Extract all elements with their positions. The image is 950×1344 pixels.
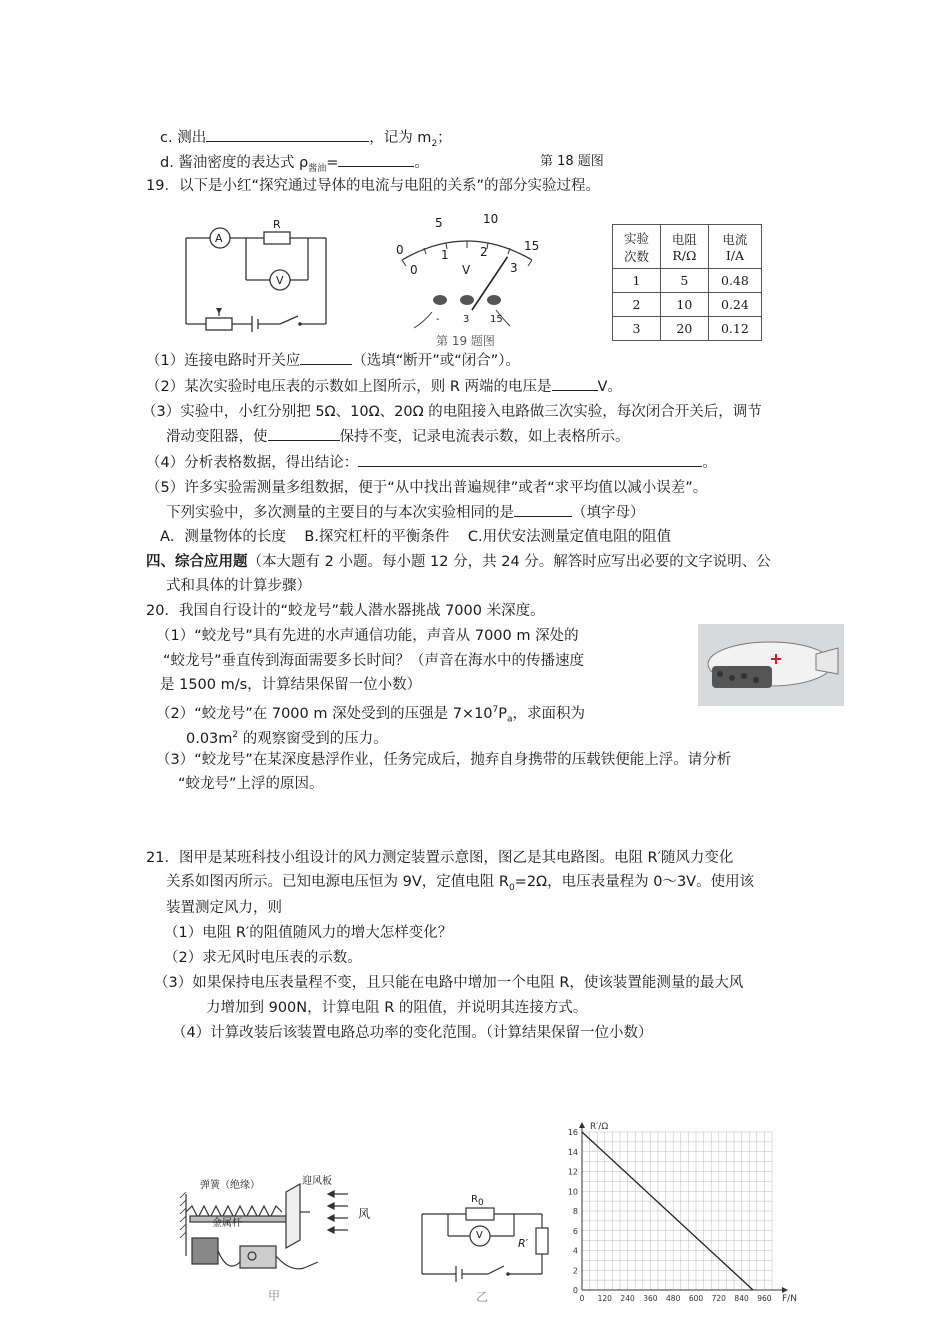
q19-terminal-15: 15 — [490, 314, 503, 325]
q19-p2-text: （2）某次实验时电压表的示数如上图所示，则 R 两端的电压是 — [146, 379, 552, 395]
fig-jia-label: 甲 — [268, 1289, 281, 1303]
q19-p2-blank[interactable] — [552, 376, 598, 391]
q20-p2a-tail: ，求面积为 — [512, 705, 586, 722]
chart-x-tick-label: 600 — [688, 1294, 704, 1303]
q21-l1: 21．图甲是某班科技小组设计的风力测定装置示意图，图乙是其电路图。电阻 R′随风力变化 — [146, 850, 734, 866]
chart-x-tick-label: 120 — [597, 1294, 612, 1303]
section4-desc2: 式和具体的计算步骤） — [166, 578, 311, 594]
q21-p2: （2）求无风时电压表的示数。 — [164, 950, 362, 966]
q19-p4 — [146, 452, 717, 473]
fig-jia-plate-label: 迎风板 — [302, 1176, 332, 1187]
chart-y-arrow — [579, 1122, 585, 1128]
table-cell: 10 — [660, 293, 708, 317]
q21-p1: （1）电阻 R′的阻值随风力的增大怎样变化？ — [164, 925, 453, 941]
q18-line-d — [160, 152, 429, 179]
q20-p2b-tail: 的观察窗受到的压力。 — [238, 730, 388, 747]
q18-d-end: 。 — [414, 155, 429, 171]
q18-c-end: ； — [437, 130, 452, 146]
q18-c-text: c. 测出 — [160, 130, 207, 146]
q18-fig-label: 第 18 题图 — [540, 154, 604, 169]
table-row — [613, 269, 762, 293]
q19-p1 — [146, 350, 520, 371]
table-cell: 3 — [613, 317, 661, 341]
q18-d-eq: = — [326, 155, 339, 171]
chart-x-tick-label: 0 — [579, 1294, 585, 1303]
table-cell: 0.48 — [708, 269, 761, 293]
q20-p3b: “蛟龙号”上浮的原因。 — [178, 776, 324, 792]
chart-x-tick-label: 360 — [643, 1294, 658, 1303]
chart-x-tick-label: 480 — [666, 1294, 681, 1303]
q20-p2b-text: 0.03m — [186, 730, 233, 747]
q21-p3b: 力增加到 900N，计算电阻 R 的阻值，并说明其连接方式。 — [206, 1000, 588, 1016]
q19-p5a: （5）许多实验需测量多组数据，便于“从中找出普遍规律”或者“求平均值以减小误差”。 — [146, 480, 708, 496]
table-row — [613, 317, 762, 341]
q20-p2b — [186, 725, 388, 749]
section4-desc: （本大题有 2 小题。每小题 12 分，共 24 分。解答时应写出必要的文字说明、公 — [247, 554, 771, 570]
table-cell: 2 — [613, 293, 661, 317]
table-cell: 20 — [660, 317, 708, 341]
q19-resistor-label: R — [273, 218, 281, 231]
q18-d-sub: 酱油 — [308, 163, 327, 174]
q19-th-resistance: 电阻 R/Ω — [660, 225, 708, 269]
q18-line-c — [160, 127, 452, 154]
q19-meter-bottom-2: 2 — [480, 245, 488, 259]
chart-y-axis-label: R′/Ω — [590, 1122, 609, 1132]
q18-d-blank[interactable] — [338, 152, 414, 167]
q18-d-text: d. 酱油密度的表达式 ρ — [160, 155, 309, 171]
chart-x-tick-label: 720 — [711, 1294, 726, 1303]
q19-options: A．测量物体的长度 B.探究杠杆的平衡条件 C.用伏安法测量定值电阻的阻值 — [160, 529, 672, 545]
q19-ammeter-label: A — [215, 232, 223, 245]
q19-p1-text: （1）连接电路时开关应 — [146, 353, 301, 369]
submarine-photo — [698, 624, 844, 706]
q19-meter-top-10: 10 — [483, 212, 499, 226]
q19-terminal-3: 3 — [463, 314, 470, 325]
q21-p3a: （3）如果保持电压表量程不变，且只能在电路中增加一个电阻 R，使该装置能测量的最大风 — [154, 975, 744, 991]
chart-y-tick-label: 8 — [572, 1207, 578, 1216]
q20-p2a-sup: 7 — [492, 705, 499, 715]
q21-p4: （4）计算改装后该装置电路总功率的变化范围。（计算结果保留一位小数） — [172, 1025, 653, 1041]
q19-meter-bottom-3: 3 — [510, 261, 518, 275]
fig-yi-circuit — [418, 1192, 550, 1278]
table-cell: 0.24 — [708, 293, 761, 317]
q21-l2 — [166, 872, 754, 898]
q20-p2a-unit: P — [498, 705, 508, 722]
chart-tick-labels — [568, 1128, 772, 1303]
q19-circuit-diagram — [180, 222, 330, 334]
q19-meter-unit: V — [462, 263, 471, 277]
q21-l2-sub: 0 — [508, 882, 515, 893]
q19-title: 19．以下是小红“探究通过导体的电流与电阻的关系”的部分实验过程。 — [146, 178, 600, 194]
q19-meter-top-5: 5 — [435, 216, 443, 230]
q21-l2-text: 关系如图丙所示。已知电源电压恒为 9V，定值电阻 R — [166, 874, 509, 890]
table-cell: 1 — [613, 269, 661, 293]
q19-data-table — [612, 224, 762, 341]
q19-p4-blank[interactable] — [358, 452, 702, 467]
q19-p2 — [146, 376, 622, 397]
q19-p4-tail: 。 — [702, 455, 717, 471]
chart-y-tick-label: 14 — [567, 1147, 578, 1157]
q19-fig-caption: 第 19 题图 — [436, 334, 495, 348]
chart-y-tick-label: 16 — [567, 1128, 578, 1137]
q19-p4-text: （4）分析表格数据，得出结论： — [146, 455, 359, 471]
q18-c-tail: ，记为 m — [369, 130, 432, 146]
q20-p2b-sup: 2 — [232, 730, 239, 740]
q19-meter-bottom-1: 1 — [441, 248, 449, 262]
chart-y-tick-label: 2 — [572, 1266, 578, 1276]
q19-meter-top-zero: 0 — [396, 243, 404, 257]
q19-terminal-neg: - — [436, 314, 440, 325]
chart-y-tick-label: 4 — [572, 1246, 578, 1256]
chart-x-arrow — [782, 1287, 788, 1293]
fig-yi-rp-label: R′ — [518, 1237, 529, 1250]
chart-y-tick-label: 10 — [567, 1187, 578, 1197]
chart-x-tick-label: 960 — [757, 1294, 772, 1303]
q19-p5-blank[interactable] — [514, 502, 572, 517]
q19-p1-tail: （选填“断开”或“闭合”）。 — [352, 353, 521, 369]
table-row — [613, 293, 762, 317]
fig-yi-label: 乙 — [476, 1290, 489, 1304]
chart-y-tick-label: 12 — [567, 1167, 578, 1177]
q19-th-current: 电流 I/A — [708, 225, 761, 269]
chart-x-axis-label: F/N — [782, 1294, 797, 1304]
section4-heading — [146, 552, 771, 572]
q19-p3b-tail: 保持不变，记录电流表示数，如上表格所示。 — [339, 429, 630, 445]
fig-yi-v-label: V — [476, 1230, 483, 1241]
q18-c-blank[interactable] — [206, 127, 369, 142]
q20-title: 20．我国自行设计的“蛟龙号”载人潜水器挑战 7000 米深度。 — [146, 603, 545, 619]
fig-jia-rod-label: 金属杆 — [212, 1218, 242, 1229]
q21-l3: 装置测定风力，则 — [166, 900, 282, 916]
fig-bing-chart — [556, 1118, 796, 1308]
q19-p3-blank[interactable] — [268, 426, 340, 441]
q19-p3a: （3）实验中，小红分别把 5Ω、10Ω、20Ω 的电阻接入电路做三次实验，每次闭合开关后，调节 — [142, 404, 762, 420]
table-cell: 5 — [660, 269, 708, 293]
q20-p1a: （1）“蛟龙号”具有先进的水声通信功能，声音从 7000 m 深处的 — [156, 628, 579, 644]
q20-p2a-text: （2）“蛟龙号”在 7000 m 深处受到的压强是 7×10 — [156, 705, 493, 722]
section4-title: 四、综合应用题 — [146, 554, 248, 570]
q19-voltmeter-label: V — [276, 274, 284, 287]
q19-meter-bottom-0: 0 — [410, 263, 418, 277]
q20-p3a: （3）“蛟龙号”在某深度悬浮作业，任务完成后，抛弃自身携带的压载铁便能上浮。请分析 — [156, 752, 732, 768]
q19-th-trial: 实验 次数 — [613, 225, 661, 269]
chart-x-tick-label: 840 — [734, 1294, 749, 1303]
q19-p5b-tail: （填字母） — [572, 505, 645, 521]
q19-p5b-text: 下列实验中，多次测量的主要目的与本次实验相同的是 — [166, 505, 514, 521]
fig-yi-r0-label: $R_0$ — [471, 1194, 484, 1208]
table-cell: 0.12 — [708, 317, 761, 341]
q21-l2-tail: =2Ω，电压表量程为 0～3V。使用该 — [514, 874, 755, 890]
chart-grid — [582, 1132, 772, 1290]
fig-jia-spring-label: 弹簧（绝缘） — [200, 1180, 260, 1191]
q19-p3b — [166, 426, 630, 447]
q19-p5b — [166, 502, 645, 523]
q20-p1b: “蛟龙号”垂直传到海面需要多长时间？（声音在海水中的传播速度 — [163, 653, 585, 669]
fig-jia-wind-label: 风 — [358, 1207, 371, 1221]
chart-x-tick-label: 240 — [620, 1294, 635, 1303]
chart-y-tick-label: 6 — [572, 1226, 578, 1236]
chart-y-tick-label: 0 — [572, 1286, 578, 1295]
q19-table-header-row — [613, 225, 762, 269]
q20-p2a-unit-sub: a — [507, 714, 513, 725]
q19-p1-blank[interactable] — [300, 350, 352, 365]
q20-p1c: 是 1500 m/s，计算结果保留一位小数） — [160, 677, 422, 693]
q18-c-sub: 2 — [431, 138, 438, 149]
q19-meter-top-15: 15 — [524, 239, 540, 253]
q19-p3b-text: 滑动变阻器，使 — [166, 429, 268, 445]
q19-p2-tail: V。 — [597, 379, 622, 395]
